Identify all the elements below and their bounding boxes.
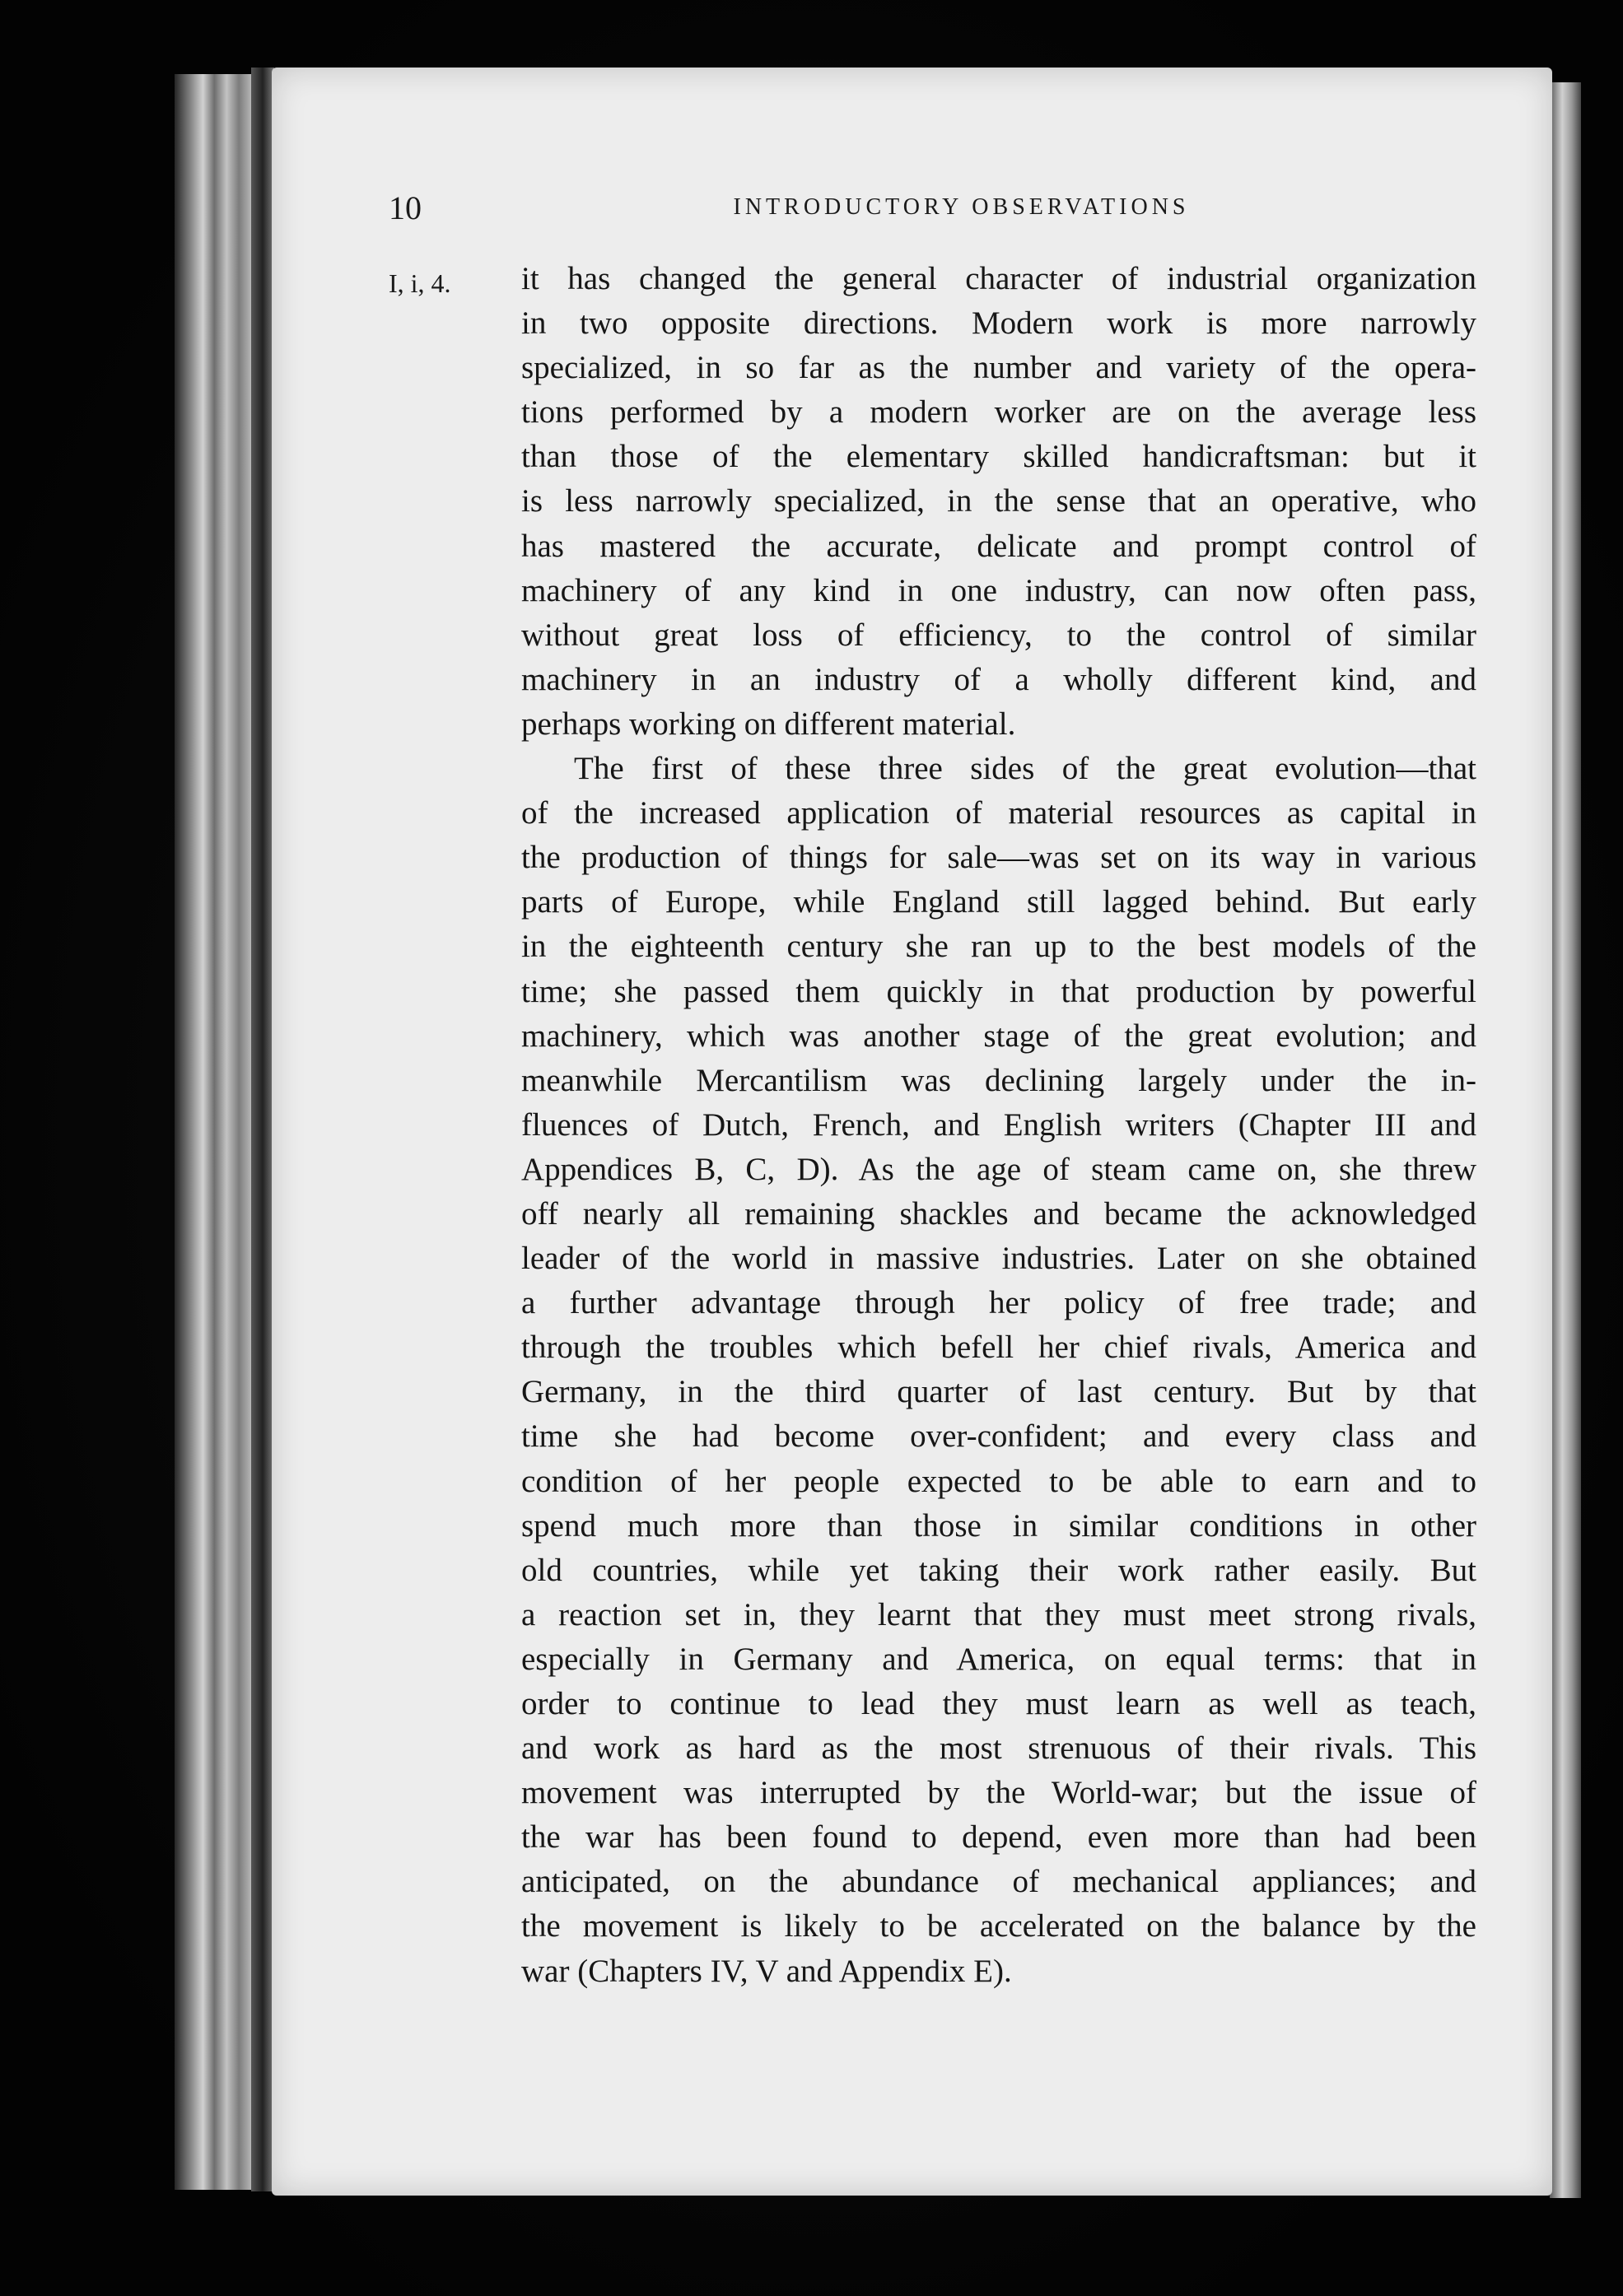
text-line: anticipated, on the abundance of mechanical appliances; and <box>521 1864 1476 1900</box>
text-line: of the increased application of material resources as capital in <box>521 795 1476 831</box>
text-line: has mastered the accurate, delicate and prompt control of <box>521 528 1476 564</box>
text-line: the production of things for sale—was set on its way in various <box>521 840 1476 876</box>
text-line: war (Chapters IV, V and Appendix E). <box>521 1953 1012 1989</box>
text-line: and work as hard as the most strenuous of their rivals. This <box>521 1730 1476 1767</box>
text-line: a further advantage through her policy of free trade; and <box>521 1285 1476 1321</box>
text-line: tions performed by a modern worker are on the average less <box>521 394 1476 431</box>
text-line: The first of these three sides of the great evolution—that <box>574 751 1476 787</box>
text-line: Germany, in the third quarter of last century. But by that <box>521 1374 1476 1410</box>
page-number: 10 <box>389 189 422 226</box>
text-line: the movement is likely to be accelerated on the balance by the <box>521 1908 1476 1944</box>
text-line: time she had become over-confident; and every class and <box>521 1418 1476 1455</box>
text-line: than those of the elementary skilled handicraftsman: but it <box>521 439 1476 475</box>
body-text <box>521 257 1476 1994</box>
text-line: especially in Germany and America, on equal terms: that in <box>521 1641 1476 1677</box>
text-line: parts of Europe, while England still lagged behind. But early <box>521 884 1476 920</box>
text-line: it has changed the general character of industrial organization <box>521 261 1476 296</box>
book-gutter-shadow <box>251 68 274 2191</box>
text-line: a reaction set in, they learnt that they must meet strong rivals, <box>521 1596 1476 1632</box>
text-line: Appendices B, C, D). As the age of steam came on, she threw <box>521 1151 1476 1187</box>
text-line: movement was interrupted by the World-war; but the issue of <box>521 1775 1476 1811</box>
running-title: INTRODUCTORY OBSERVATIONS <box>733 194 1190 220</box>
text-line: machinery in an industry of a wholly different kind, and <box>521 661 1476 697</box>
text-line: old countries, while yet taking their work rather easily. But <box>521 1552 1476 1588</box>
text-line: time; she passed them quickly in that production by powerful <box>521 973 1476 1009</box>
text-line: the war has been found to depend, even more than had been <box>521 1819 1476 1856</box>
book-page <box>272 68 1552 2196</box>
text-line: without great loss of efficiency, to the control of similar <box>521 617 1476 653</box>
text-line: spend much more than those in similar conditions in other <box>521 1507 1476 1544</box>
text-line: meanwhile Mercantilism was declining largely under the in- <box>521 1062 1476 1098</box>
text-line: is less narrowly specialized, in the sense that an operative, who <box>521 483 1476 519</box>
text-line: specialized, in so far as the number and variety of the opera- <box>521 350 1476 386</box>
text-line: machinery, which was another stage of the great evolution; and <box>521 1018 1476 1054</box>
text-line: condition of her people expected to be able to earn and to <box>521 1463 1476 1499</box>
text-line: off nearly all remaining shackles and became the acknowledged <box>521 1195 1476 1232</box>
text-line: in the eighteenth century she ran up to the best models of the <box>521 929 1476 965</box>
text-line: in two opposite directions. Modern work is more narrowly <box>521 305 1476 342</box>
text-line: machinery of any kind in one industry, can now often pass, <box>521 572 1476 608</box>
text-line: fluences of Dutch, French, and English writers (Chapter III and <box>521 1106 1476 1143</box>
text-line: through the troubles which befell her chief rivals, America and <box>521 1330 1476 1366</box>
text-line: perhaps working on different material. <box>521 706 1016 742</box>
page-right-edge <box>1550 82 1581 2198</box>
text-line: leader of the world in massive industries. Later on she obtained <box>521 1241 1476 1277</box>
text-line: order to continue to lead they must learn as well as teach, <box>521 1686 1476 1721</box>
margin-section-reference: I, i, 4. <box>389 268 451 298</box>
